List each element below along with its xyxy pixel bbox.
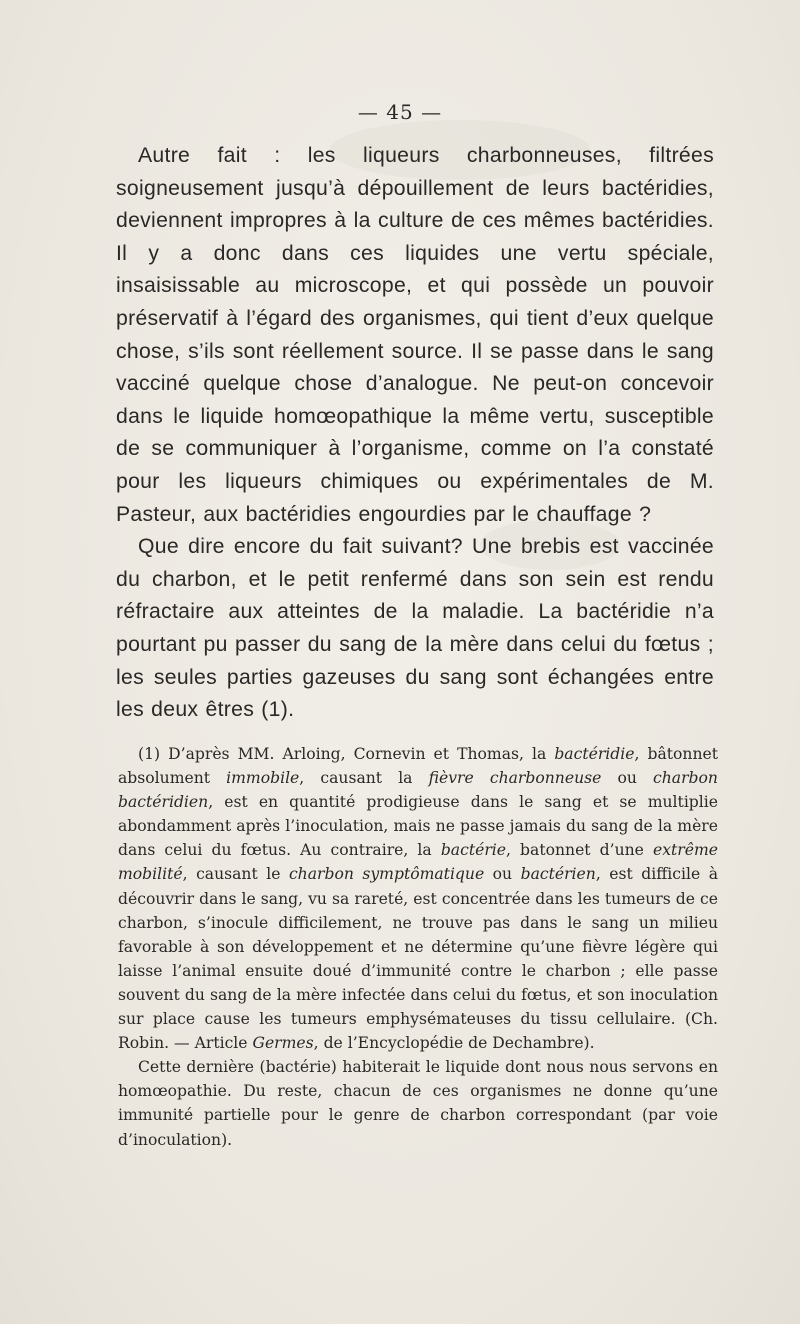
footnote-text: , est difficile à découvrir dans le sang, vu sa rareté, est concentrée dans les tumeurs de ce charbon, s’inocule difficilement, ne trouve pas dans le sang un milieu favorable à son développement et ne détermine qu’une fièvre légère qui laisse l’animal ensuite doué d’immunité contre le charbon ; elle passe souvent du sang de la mère infectée dans celui du fœtus, et son inoculation sur place cause les tumeurs emphysémateuses du tissu cellulaire. (Ch. Robin. — Article bbox=[118, 865, 718, 1053]
footnote-term: Germes bbox=[252, 1034, 314, 1053]
main-paragraph: Que dire encore du fait suivant? Une brebis est vaccinée du charbon, et le petit renfermé dans son sein est rendu réfractaire aux atteintes de la maladie. La bactéridie n’a pourtant pu passer du sang de la mère dans celui du fœtus ; les seules parties gazeuses du sang sont échangées entre les deux êtres (1). bbox=[116, 535, 714, 722]
footnote-text: , causant le bbox=[182, 865, 289, 884]
footnote-text: , batonnet d’une bbox=[506, 841, 653, 860]
footnote-term: bactéridie bbox=[554, 745, 635, 763]
footnote-term: charbon bactéridien bbox=[118, 769, 718, 812]
footnote-term: bactérie bbox=[440, 841, 506, 860]
footnote-text: , est en quantité prodigieuse dans le sang et se multiplie abondamment après l’inoculation, mais ne passe jamais du sang de la mère dans celui du fœtus. Au contraire, la bbox=[118, 793, 718, 860]
footnote-paragraph: Cette dernière (bactérie) habiterait le liquide dont nous nous servons en homœopathie. Du reste, chacun de ces organismes ne donne qu’une immunité partielle pour le genre de charbon correspondant (par voie d’inoculation). bbox=[118, 1058, 718, 1149]
footnote-term: extrême mobilité bbox=[118, 841, 718, 884]
footnote-block bbox=[118, 742, 718, 1152]
footnote-term: immobile bbox=[226, 769, 300, 788]
footnote-text: ou bbox=[601, 769, 654, 788]
footnote-term: bactérien bbox=[520, 865, 596, 884]
footnote-term: fièvre charbonneuse bbox=[428, 769, 602, 788]
footnote-text: ou bbox=[484, 865, 521, 884]
footnote-paragraph bbox=[118, 742, 718, 1055]
main-text bbox=[116, 140, 714, 727]
footnote-term: charbon symptômatique bbox=[288, 865, 485, 884]
main-paragraph: Autre fait : les liqueurs charbonneuses, filtrées soigneusement jusqu’à dépouillement de leurs bactéridies, deviennent impropres à la culture de ces mêmes bactéridies. Il y a donc dans ces liquides une vertu spéciale, insaisissable au microscope, et qui possède un pouvoir préservatif à l’égard des organismes, qui tient d’eux quelque chose, s’ils sont réellement source. Il se passe dans le sang vacciné quelque chose d’analogue. Ne peut-on concevoir dans le liquide homœopathique la même vertu, susceptible de se communiquer à l’organisme, comme on l’a constaté pour les liqueurs chimiques ou expérimentales de M. Pasteur, aux bactéridies engourdies par le chauffage ? bbox=[116, 144, 714, 526]
footnote-text: , bâtonnet absolument bbox=[118, 745, 718, 788]
footnote-text: (1) D’après MM. Arloing, Cornevin et Thomas, la bbox=[138, 745, 555, 763]
footnote-text: , de l’Encyclopédie de Dechambre). bbox=[313, 1034, 595, 1053]
footnote-text: , causant la bbox=[299, 769, 429, 788]
page-number: — 45 — bbox=[357, 100, 443, 124]
